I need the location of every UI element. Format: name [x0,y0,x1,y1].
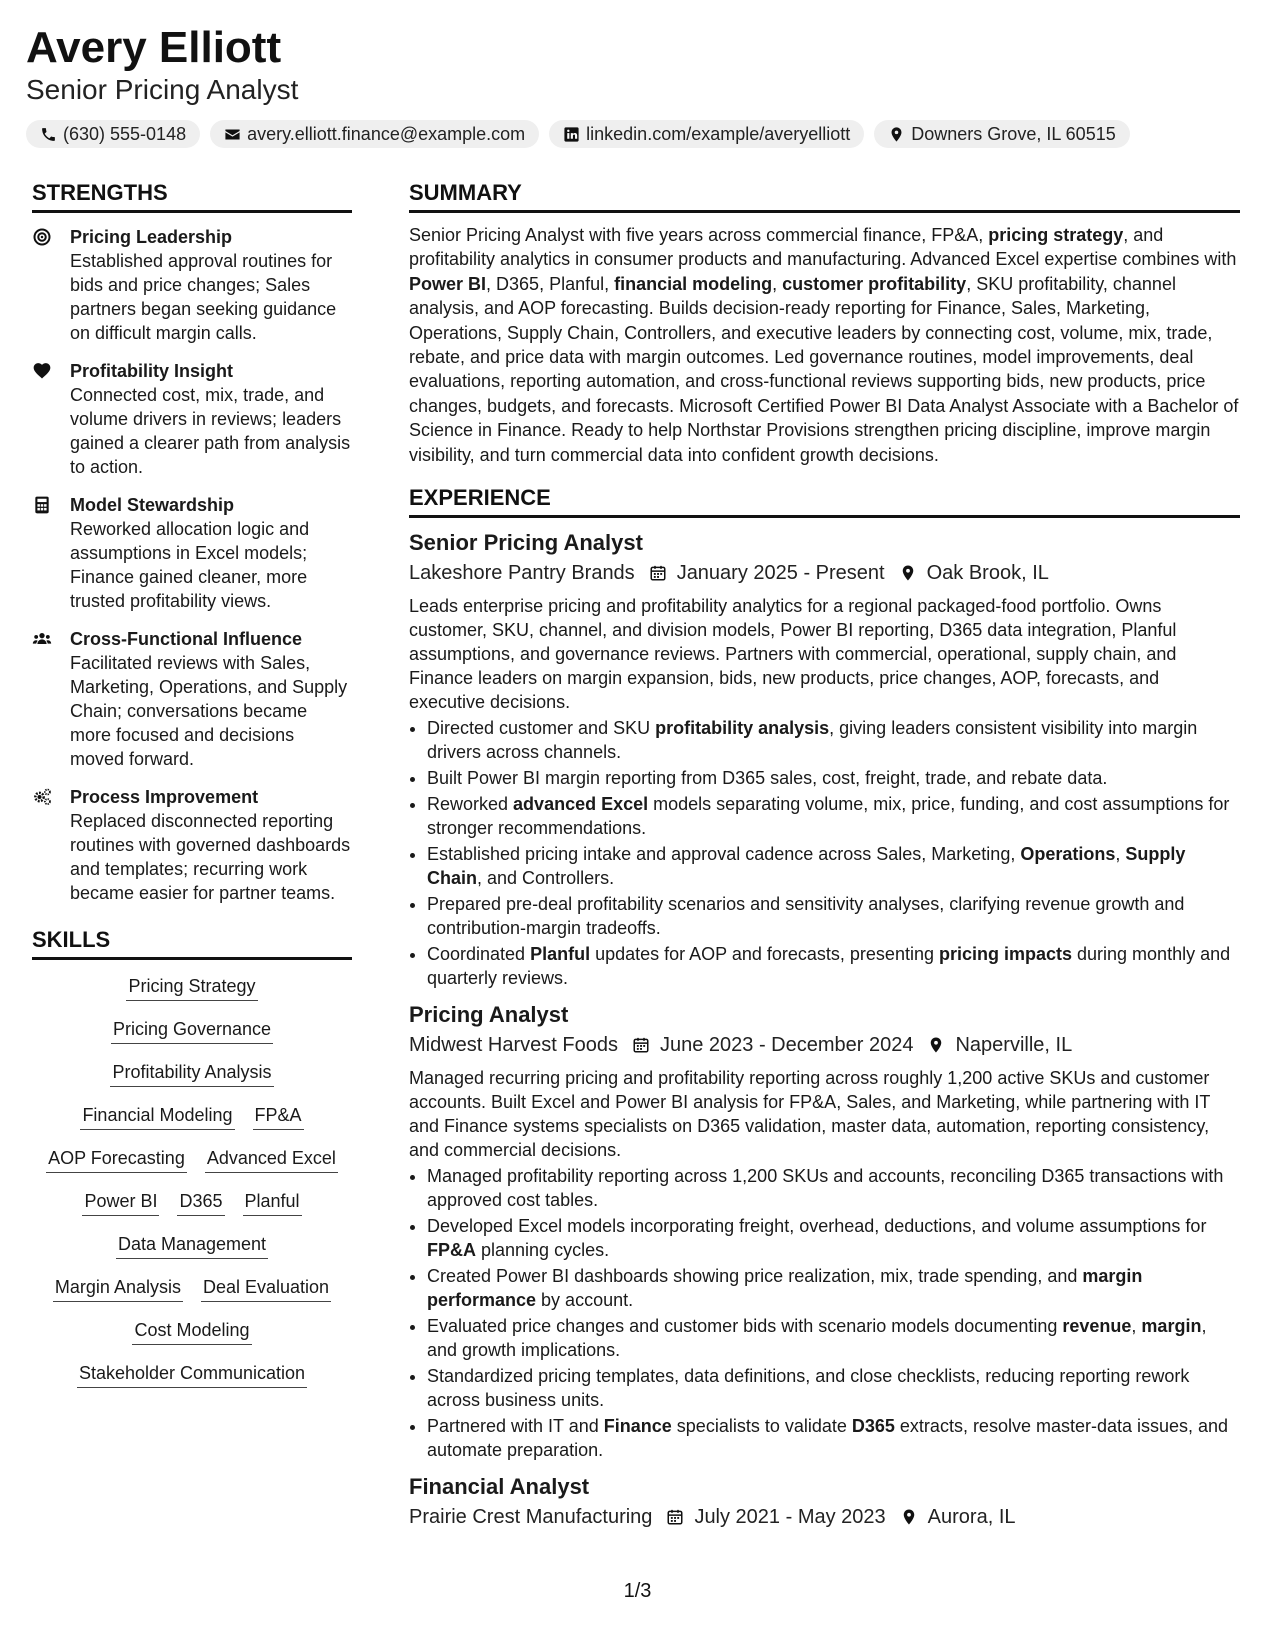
skill-tag: FP&A [253,1103,304,1130]
left-column [32,180,352,1404]
job-location: Aurora, IL [927,1506,1016,1529]
skill-tag: Pricing Strategy [126,974,257,1001]
contact-bar [26,120,1249,148]
skill-tag: Pricing Governance [111,1017,273,1044]
summary-text: Senior Pricing Analyst with five years across commercial finance, FP&A, pricing strategy, and profitability analytics in consumer products and manufacturing. Advanced Excel expertise combines with Power BI, D365, Planful, financial modeling, customer profitability, SKU profitability, channel analysis, and AOP forecasting. Builds decision-ready reporting for Finance, Sales, Marketing, Operations, Supply Chain, Controllers, and executive leaders by connecting cost, volume, mix, trade, rebate, and price data with margin outcomes. Led governance routines, model improvements, deal evaluations, reporting automation, and cross-functional reviews supporting bids, new products, price changes, budgets, and forecasts. Microsoft Certified Power BI Data Analyst Associate with a Bachelor of Science in Finance. Ready to help Northstar Provisions strengthen pricing discipline, improve margin visibility, and turn commercial data into confident growth decisions. [409,225,1239,465]
summary-heading: SUMMARY [409,180,1240,213]
skill-tag: AOP Forecasting [46,1146,187,1173]
skill-row [32,1103,352,1130]
strength-text: Connected cost, mix, trade, and volume drivers in reviews; leaders gained a clearer path from analysis to action. [70,385,351,477]
job-company: Midwest Harvest Foods [409,1034,618,1057]
job-meta [409,558,1240,588]
job-company: Lakeshore Pantry Brands [409,562,635,585]
phone-text: (630) 555-0148 [63,123,187,144]
strength-title: Model Stewardship [70,495,235,515]
heart-icon [32,361,52,381]
contact-location [874,120,1129,148]
job-title: Senior Pricing Analyst [409,530,643,556]
skill-tag: Stakeholder Communication [77,1361,307,1388]
contact-linkedin[interactable] [549,120,864,148]
job-bullet: • Standardized pricing templates, data definitions, and close checklists, reducing reporting rework across business units. [427,1364,1240,1412]
envelope-icon [224,126,241,143]
strength-title: Cross-Functional Influence [70,629,303,649]
job-description: Leads enterprise pricing and profitability analytics for a regional packaged-food portfolio. Owns customer, SKU, channel, and division models, Power BI reporting, D365 data integration, Planful assumptions, and governance reviews. Partners with commercial, operational, supply chain, and Finance leaders on margin expansion, bids, new products, price changes, AOP, forecasts, and executive decisions. [409,596,1177,713]
users-icon [32,629,52,649]
job-dates: January 2025 - Present [676,562,885,585]
skill-tag: D365 [177,1189,224,1216]
strength-item [32,225,352,345]
skill-row [32,1060,352,1087]
job-bullet: • Coordinated Planful updates for AOP and forecasts, presenting pricing impacts during monthly and quarterly reviews. [427,942,1240,990]
skill-row [32,1232,352,1259]
job-dates: June 2023 - December 2024 [659,1034,914,1057]
skill-tag: Power BI [82,1189,159,1216]
job-bullet: • Prepared pre-deal profitability scenarios and sensitivity analyses, clarifying revenue growth and contribution-margin tradeoffs. [427,892,1240,940]
location-text: Downers Grove, IL 60515 [911,123,1116,144]
job-bullet: • Reworked advanced Excel models separating volume, mix, price, funding, and cost assumptions for stronger recommendations. [427,792,1240,840]
job-company: Prairie Crest Manufacturing [409,1506,653,1529]
skill-row [32,1017,352,1044]
phone-icon [40,126,57,143]
skill-tag: Data Management [116,1232,268,1259]
job-entry [409,1000,1240,1462]
strength-text: Facilitated reviews with Sales, Marketing, Operations, and Supply Chain; conversations became more focused and decisions moved forward. [70,653,348,769]
skills-list [32,974,352,1388]
job-meta [409,1030,1240,1060]
map-pin-icon [888,126,905,143]
job-bullets [409,1164,1240,1462]
job-meta [409,1502,1240,1532]
job-title: Financial Analyst [409,1474,590,1500]
job-bullet: • Established pricing intake and approval cadence across Sales, Marketing, Operations, Supply Chain, and Controllers. [427,842,1240,890]
skills-heading: SKILLS [32,927,352,960]
linkedin-text: linkedin.com/example/averyelliott [586,123,851,144]
job-bullet: • Built Power BI margin reporting from D365 sales, cost, freight, trade, and rebate data. [427,766,1240,790]
candidate-name: Avery Elliott [26,23,282,72]
email-text: avery.elliott.finance@example.com [247,123,526,144]
strength-item [32,493,352,613]
strength-title: Pricing Leadership [70,227,233,247]
skill-row [32,1189,352,1216]
job-bullet: • Managed profitability reporting across 1,200 SKUs and accounts, reconciling D365 transactions with approved cost tables. [427,1164,1240,1212]
calendar-icon [632,1036,650,1054]
candidate-title: Senior Pricing Analyst [26,74,299,105]
strength-text: Replaced disconnected reporting routines with governed dashboards and templates; recurring work became easier for partner teams. [70,811,351,903]
linkedin-icon [563,126,580,143]
map-pin-icon [900,1508,918,1526]
contact-phone[interactable] [26,120,200,148]
job-entry [409,528,1240,990]
strength-item [32,627,352,771]
job-bullet: • Created Power BI dashboards showing price realization, mix, trade spending, and margin performance by account. [427,1264,1240,1312]
strength-item [32,359,352,479]
skill-tag: Planful [243,1189,302,1216]
calendar-icon [666,1508,684,1526]
strength-title: Process Improvement [70,787,259,807]
calendar-icon [649,564,667,582]
calculator-icon [32,495,52,515]
skill-tag: Margin Analysis [53,1275,183,1302]
job-dates: July 2021 - May 2023 [694,1506,886,1529]
map-pin-icon [927,1036,945,1054]
skill-row [32,1318,352,1345]
strength-item [32,785,352,905]
page-number: 1/3 [623,1580,652,1602]
right-column [409,180,1240,1532]
cogs-icon [32,787,52,807]
skill-tag: Profitability Analysis [110,1060,273,1087]
strength-title: Profitability Insight [70,361,234,381]
job-bullets [409,716,1240,990]
strengths-list [32,225,352,905]
skill-row [32,1361,352,1388]
job-bullet: • Developed Excel models incorporating freight, overhead, deductions, and volume assumptions for FP&A planning cycles. [427,1214,1240,1262]
skill-tag: Deal Evaluation [201,1275,331,1302]
skill-tag: Cost Modeling [132,1318,251,1345]
job-location: Oak Brook, IL [926,562,1049,585]
skill-tag: Advanced Excel [205,1146,338,1173]
experience-heading: EXPERIENCE [409,485,1240,518]
strength-text: Established approval routines for bids and price changes; Sales partners began seeking guidance on difficult margin calls. [70,251,337,343]
skill-row [32,1275,352,1302]
job-bullet: • Partnered with IT and Finance specialists to validate D365 extracts, resolve master-data issues, and automate preparation. [427,1414,1240,1462]
skill-row [32,1146,352,1173]
experience-list [409,528,1240,1532]
strength-text: Reworked allocation logic and assumptions in Excel models; Finance gained cleaner, more trusted profitability views. [70,519,310,611]
job-bullet: • Evaluated price changes and customer bids with scenario models documenting revenue, margin, and growth implications. [427,1314,1240,1362]
map-pin-icon [899,564,917,582]
job-title: Pricing Analyst [409,1002,569,1028]
target-icon [32,227,52,247]
skill-row [32,974,352,1001]
skill-tag: Financial Modeling [80,1103,234,1130]
job-location: Naperville, IL [955,1034,1073,1057]
strengths-heading: STRENGTHS [32,180,352,213]
contact-email[interactable] [210,120,539,148]
job-entry [409,1472,1240,1532]
job-description: Managed recurring pricing and profitability reporting across roughly 1,200 active SKUs and customer accounts. Built Excel and Power BI analysis for FP&A, Sales, and Marketing, while partnering with IT and Finance systems specialists on D365 validation, master data, automation, reporting consistency, and commercial decisions. [409,1068,1211,1161]
resume-header [26,22,1249,148]
job-bullet: • Directed customer and SKU profitability analysis, giving leaders consistent visibility into margin drivers across channels. [427,716,1240,764]
